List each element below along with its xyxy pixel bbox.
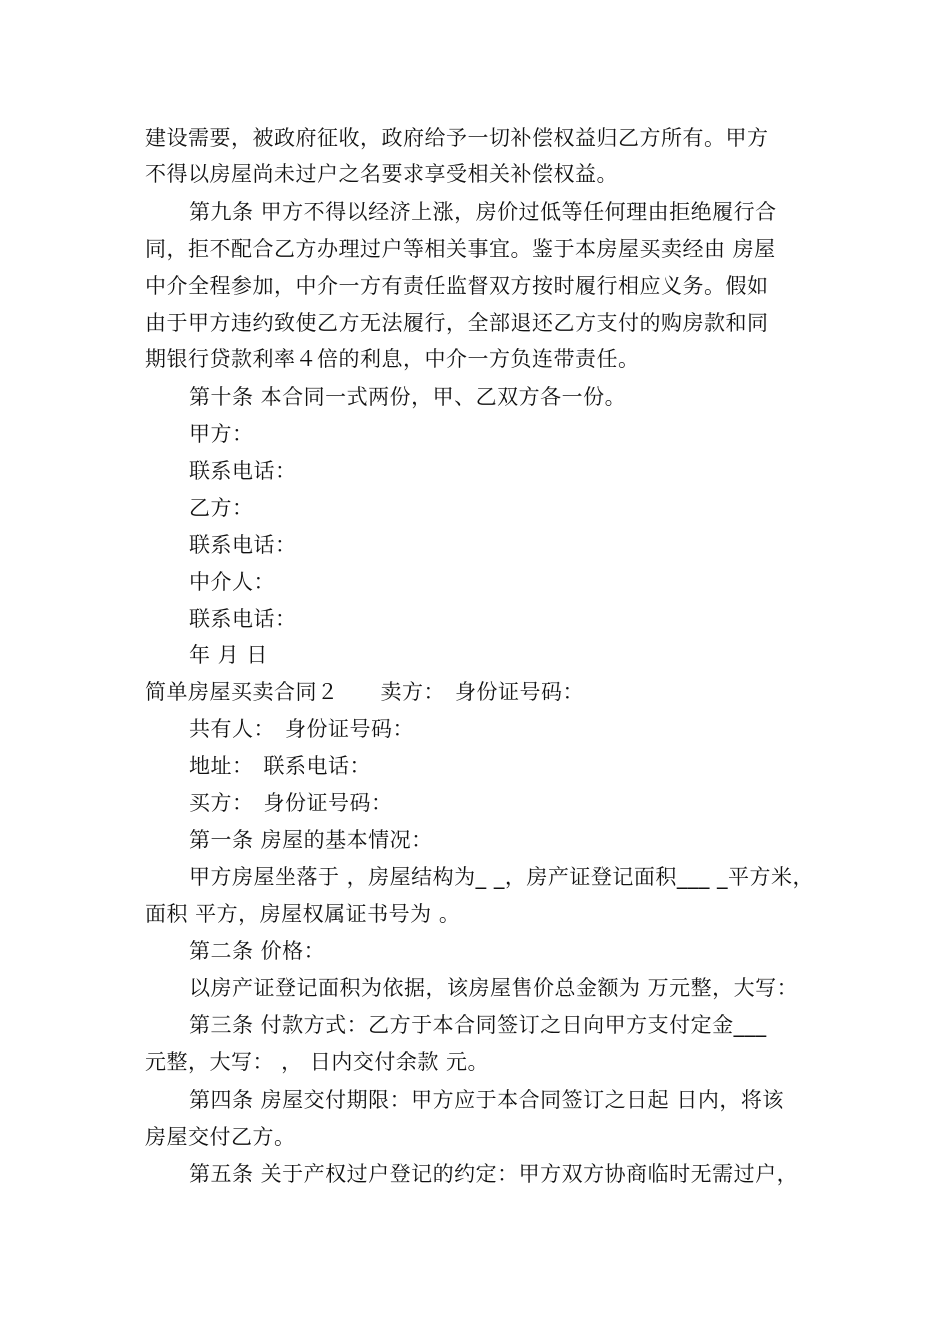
id-number-label: 身份证号码： — [455, 680, 584, 704]
text-line: 面积 平方，房屋权属证书号为 。 — [145, 902, 461, 926]
buyer-line: 买方： 身份证号码： — [189, 791, 393, 815]
article-10-line: 第十条 本合同一式两份，甲、乙双方各一份。 — [189, 385, 627, 409]
text-line: 房屋交付乙方。 — [145, 1125, 296, 1149]
contract-title: 简单房屋买卖合同２ — [145, 680, 339, 704]
text-line: 不得以房屋尚未过户之名要求享受相关补偿权益。 — [145, 162, 618, 186]
co-owner-line: 共有人： 身份证号码： — [189, 717, 414, 741]
party-a-label: 甲方： — [189, 422, 254, 446]
text-line: 以房产证登记面积为依据，该房屋售价总金额为 万元整，大写： — [189, 976, 799, 1000]
seller-label: 卖方： — [380, 680, 445, 704]
article-3-line: 第三条 付款方式：乙方于本合同签订之日向甲方支付定金___ — [189, 1013, 767, 1037]
date-line: 年 月 日 — [189, 643, 268, 667]
article-2-line: 第二条 价格： — [189, 939, 326, 963]
text-line: 期银行贷款利率４倍的利息，中介一方负连带责任。 — [145, 347, 640, 371]
phone-label: 联系电话： — [189, 607, 297, 631]
text-line: 由于甲方违约致使乙方无法履行，全部退还乙方支付的购房款和同 — [145, 311, 769, 335]
agent-label: 中介人： — [189, 570, 275, 594]
address-line: 地址： 联系电话： — [189, 754, 371, 778]
text-line: 中介全程参加，中介一方有责任监督双方按时履行相应义务。假如 — [145, 274, 769, 298]
text-line: 甲方房屋坐落于 ，房屋结构为_ _，房产证登记面积___ _平方米， — [189, 865, 815, 889]
text-line: 同，拒不配合乙方办理过户等相关事宜。鉴于本房屋买卖经由 房屋 — [145, 237, 776, 261]
party-b-label: 乙方： — [189, 496, 254, 520]
phone-label: 联系电话： — [189, 459, 297, 483]
text-line: 建设需要，被政府征收，政府给予一切补偿权益归乙方所有。甲方 — [145, 126, 769, 150]
second-contract-heading — [145, 677, 825, 707]
article-5-line: 第五条 关于产权过户登记的约定：甲方双方协商临时无需过户， — [189, 1162, 799, 1186]
text-line: 元整，大写： ， 日内交付余款 元。 — [145, 1050, 490, 1074]
article-4-line: 第四条 房屋交付期限：甲方应于本合同签订之日起 日内，将该 — [189, 1088, 784, 1112]
article-9-line: 第九条 甲方不得以经济上涨，房价过低等任何理由拒绝履行合 — [189, 200, 777, 224]
article-1-line: 第一条 房屋的基本情况： — [189, 828, 433, 852]
phone-label: 联系电话： — [189, 533, 297, 557]
